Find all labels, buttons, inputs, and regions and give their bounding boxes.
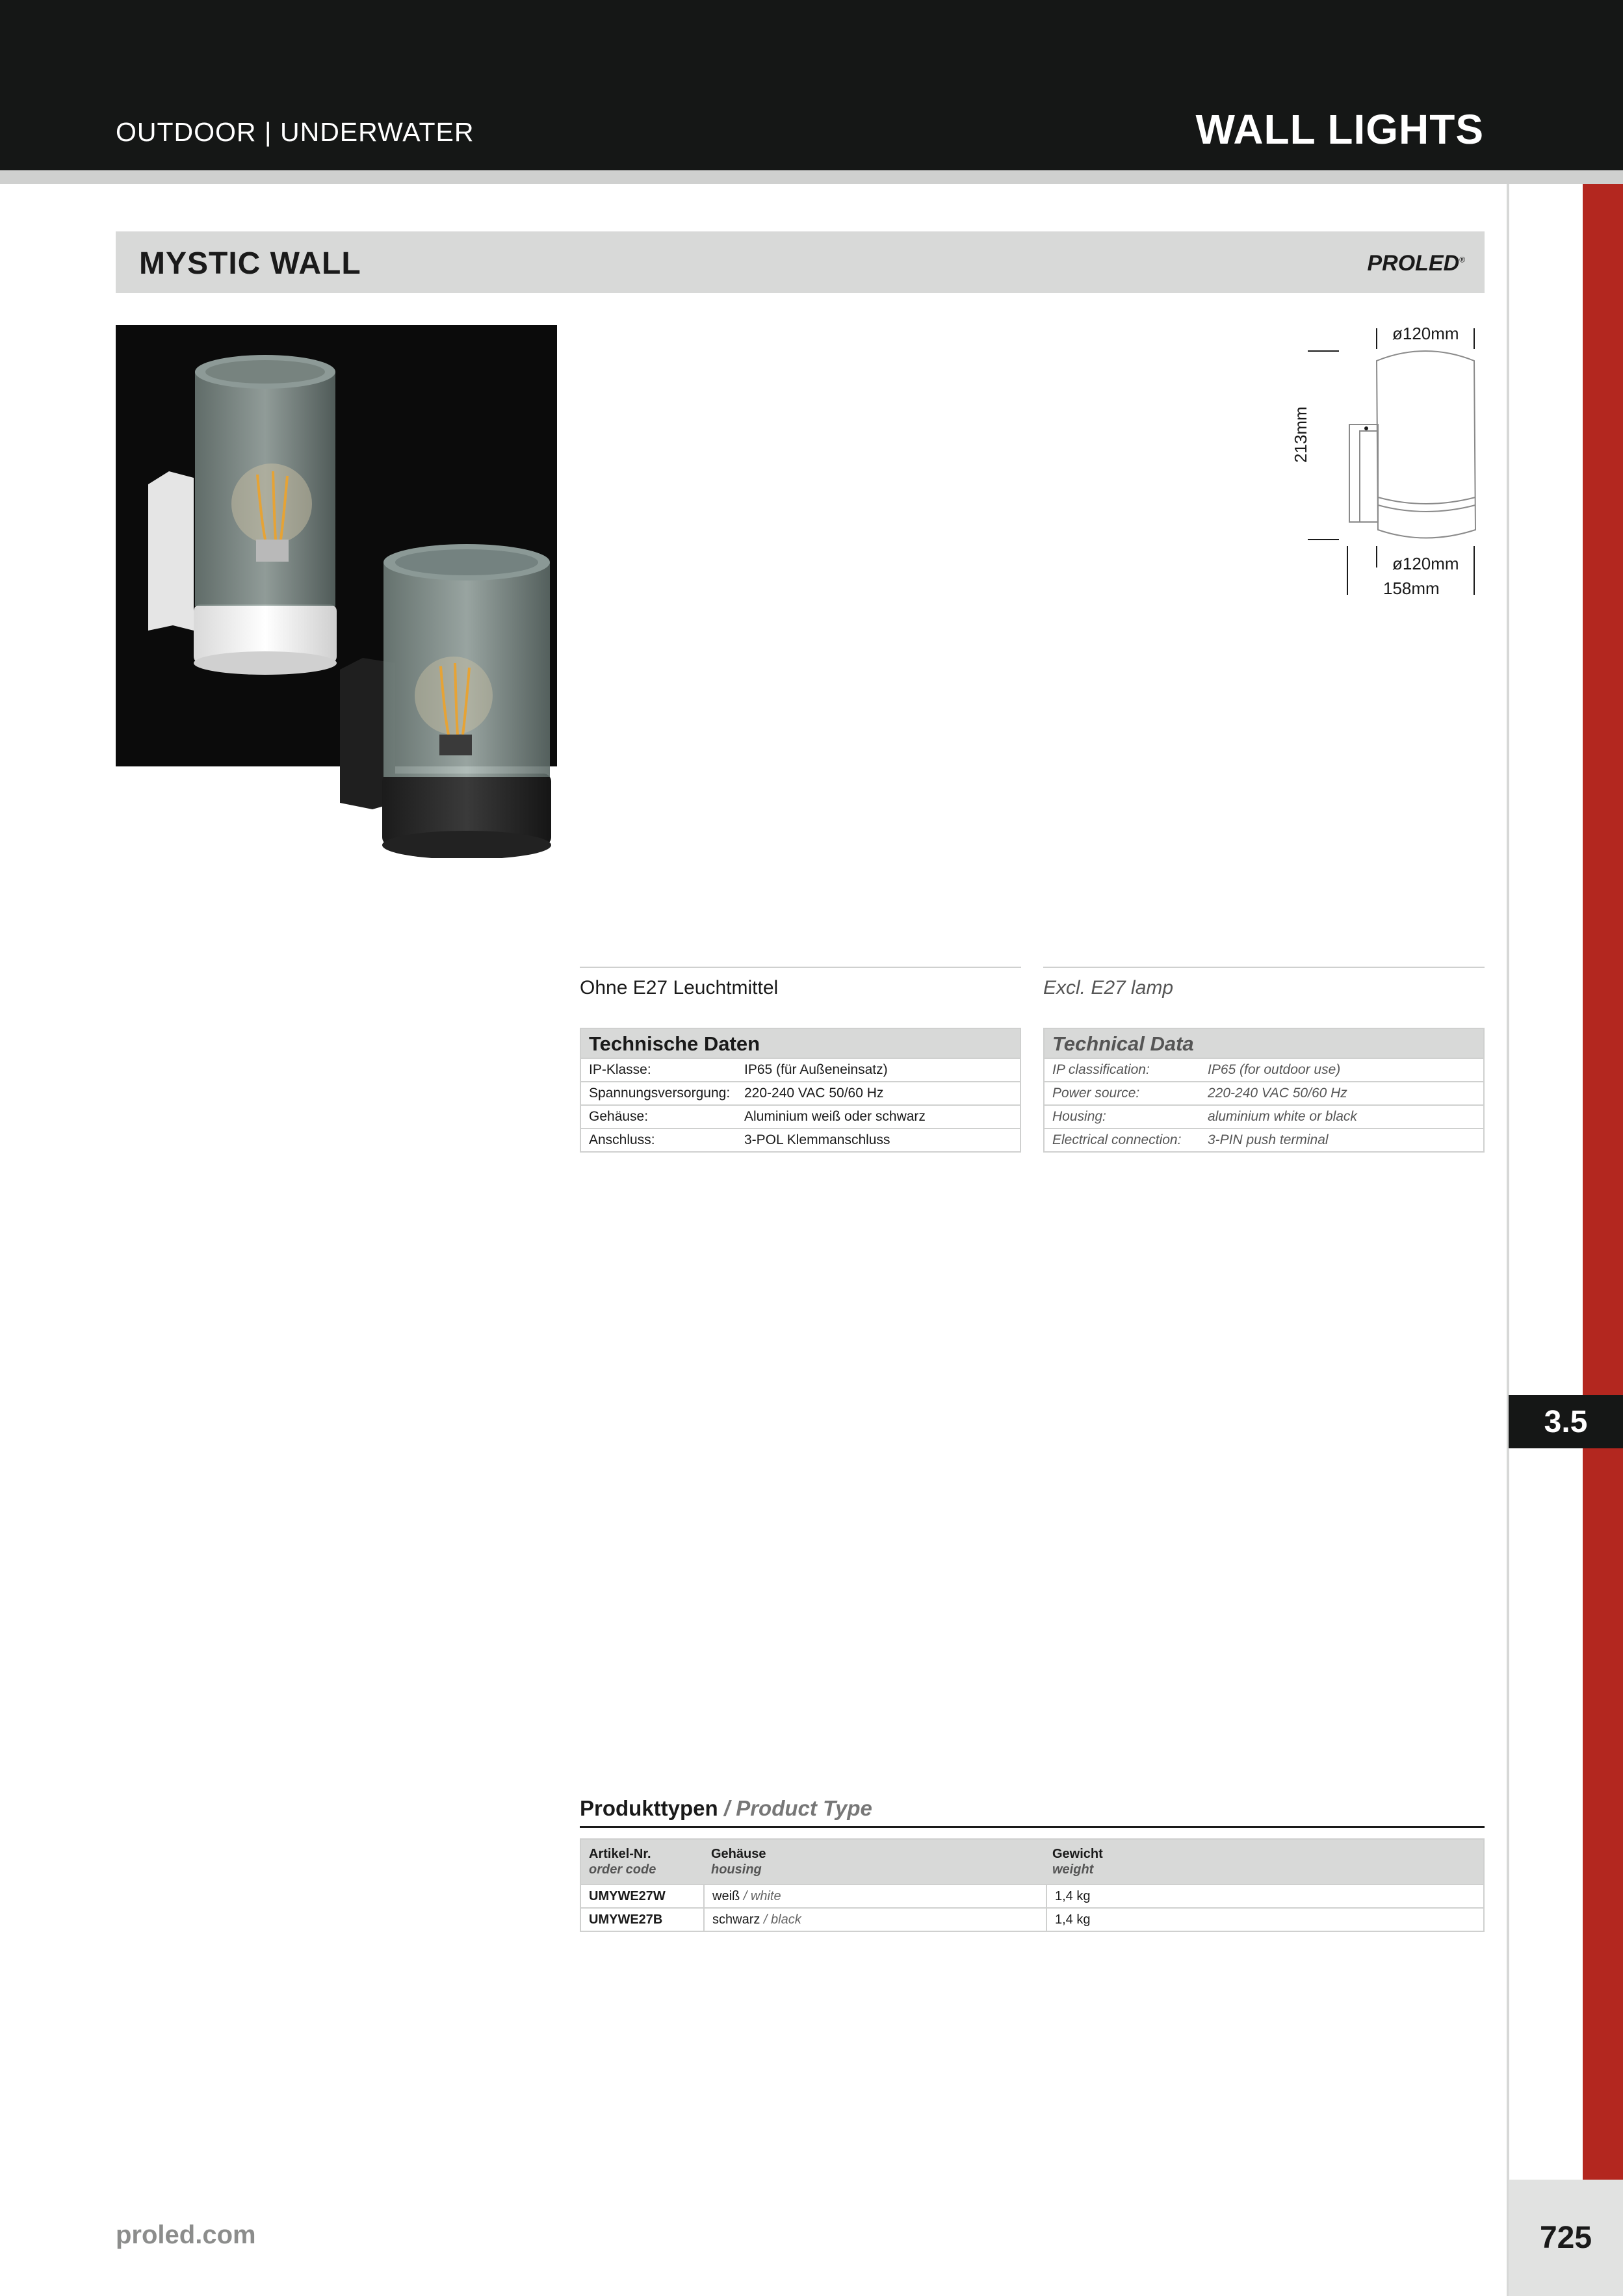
dimension-height: 213mm xyxy=(1291,406,1310,463)
divider xyxy=(1043,967,1485,968)
specs-column-de xyxy=(580,967,1021,1153)
page-number: 725 xyxy=(1509,2180,1623,2296)
specs-title-en: Technical Data xyxy=(1045,1029,1483,1058)
product-types-section xyxy=(580,1796,1485,1932)
chapter-color-bar xyxy=(1583,184,1623,2180)
product-name: MYSTIC WALL xyxy=(139,246,361,281)
section-number-tab[interactable]: 3.5 xyxy=(1509,1395,1623,1448)
spec-row: IP-Klasse: IP65 (für Außeneinsatz) xyxy=(581,1058,1020,1081)
table-row: UMYWE27W weiß / white 1,4 kg xyxy=(581,1884,1483,1907)
table-header: Artikel-Nr. order code Gehäuse housing Gewicht weight xyxy=(581,1840,1483,1884)
product-types-title: Produkttypen / Product Type xyxy=(580,1796,1485,1828)
spec-row: Housing: aluminium white or black xyxy=(1045,1104,1483,1128)
spec-row: Power source: 220-240 VAC 50/60 Hz xyxy=(1045,1081,1483,1104)
spec-row: Gehäuse: Aluminium weiß oder schwarz xyxy=(581,1104,1020,1128)
divider xyxy=(580,967,1021,968)
dimension-bottom-diameter: ø120mm xyxy=(1392,554,1459,573)
category-label: OUTDOOR | UNDERWATER xyxy=(116,117,474,147)
spec-row: IP classification: IP65 (for outdoor use) xyxy=(1045,1058,1483,1081)
lamp-note-en: Excl. E27 lamp xyxy=(1043,977,1174,998)
brand-logo: PROLED® xyxy=(1367,251,1465,276)
product-title-bar xyxy=(116,231,1485,293)
margin-rule xyxy=(1507,184,1509,2296)
dimension-depth: 158mm xyxy=(1383,579,1440,598)
specs-column-en xyxy=(1043,967,1485,1153)
page-header xyxy=(0,0,1623,170)
dimension-top-diameter: ø120mm xyxy=(1392,324,1459,343)
header-divider xyxy=(0,170,1623,184)
table-row: UMYWE27B schwarz / black 1,4 kg xyxy=(581,1907,1483,1931)
specs-table-de xyxy=(580,1028,1021,1153)
section-title: WALL LIGHTS xyxy=(1195,106,1484,153)
spec-row: Spannungsversorgung: 220-240 VAC 50/60 Hz xyxy=(581,1081,1020,1104)
specs-title-de: Technische Daten xyxy=(581,1029,1020,1058)
product-photo xyxy=(116,325,558,858)
product-types-table xyxy=(580,1838,1485,1932)
footer-website-link[interactable]: proled.com xyxy=(116,2221,256,2249)
spec-row: Electrical connection: 3-PIN push terminal xyxy=(1045,1128,1483,1151)
spec-row: Anschluss: 3-POL Klemmanschluss xyxy=(581,1128,1020,1151)
specs-table-en xyxy=(1043,1028,1485,1153)
lamp-note-de: Ohne E27 Leuchtmittel xyxy=(580,977,779,998)
